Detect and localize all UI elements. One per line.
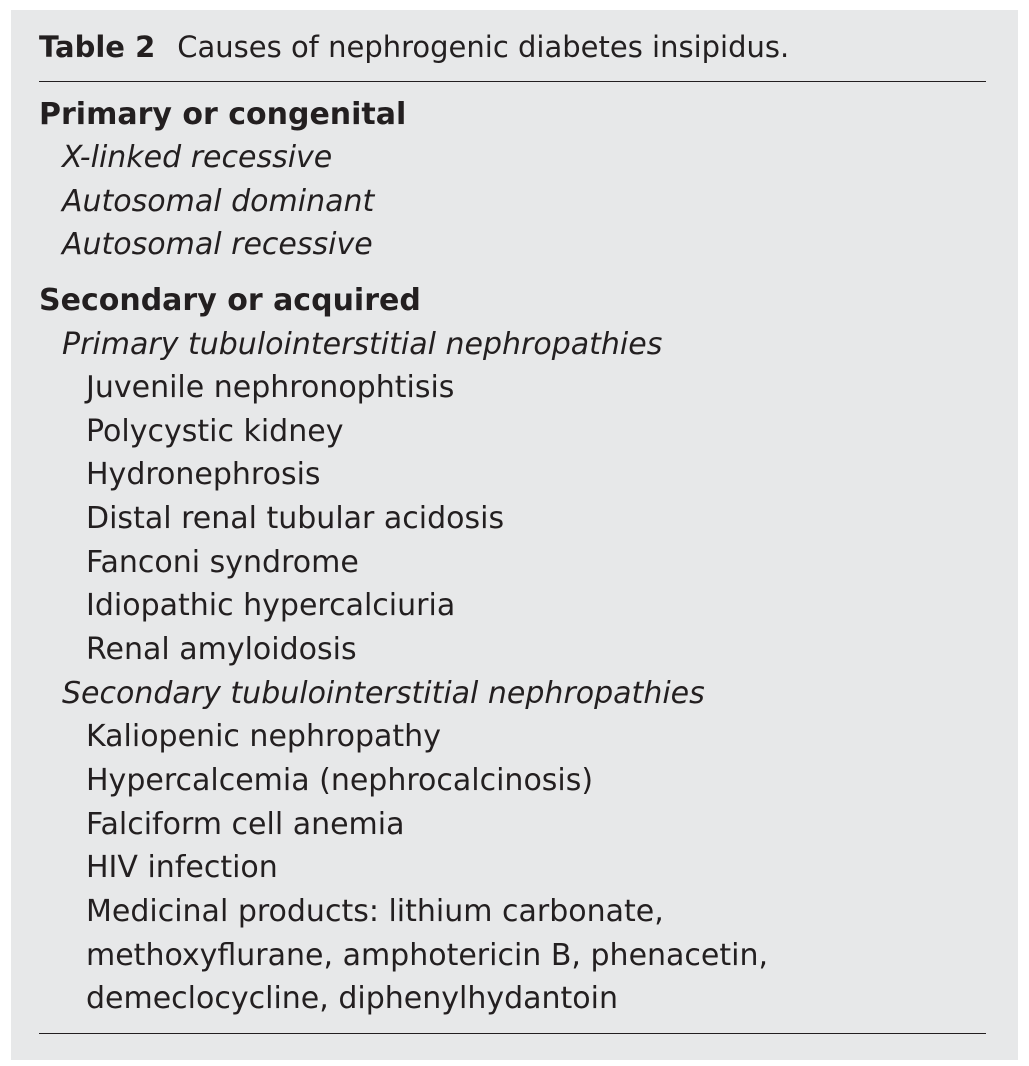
list-item: Autosomal dominant — [62, 184, 375, 219]
subheading-secondary-tubulointerstitial: Secondary tubulointerstitial nephropathies — [62, 676, 705, 711]
list-item: Polycystic kidney — [86, 414, 344, 449]
list-item: demeclocycline, diphenylhydantoin — [86, 981, 618, 1016]
list-item: Renal amyloidosis — [86, 632, 357, 667]
list-item: HIV infection — [86, 850, 278, 885]
list-item: Medicinal products: lithium carbonate, — [86, 894, 664, 929]
section-heading-primary: Primary or congenital — [39, 97, 407, 132]
list-item: Kaliopenic nephropathy — [86, 719, 441, 754]
list-item: Hypercalcemia (nephrocalcinosis) — [86, 763, 594, 798]
list-item: Falciform cell anemia — [86, 807, 405, 842]
table-caption-text: Causes of nephrogenic diabetes insipidus. — [177, 30, 790, 64]
table-panel — [11, 10, 1018, 1060]
section-heading-secondary: Secondary or acquired — [39, 283, 421, 318]
list-item: Idiopathic hypercalciuria — [86, 588, 456, 623]
list-item: X-linked recessive — [62, 140, 333, 175]
table-label: Table 2 — [39, 30, 156, 64]
list-item: Autosomal recessive — [62, 227, 373, 262]
list-item: Hydronephrosis — [86, 457, 321, 492]
top-rule — [39, 81, 986, 82]
list-item: Fanconi syndrome — [86, 545, 359, 580]
bottom-rule — [39, 1033, 986, 1034]
list-item: Juvenile nephronophtisis — [86, 370, 455, 405]
subheading-primary-tubulointerstitial: Primary tubulointerstitial nephropathies — [62, 327, 663, 362]
list-item: Distal renal tubular acidosis — [86, 501, 505, 536]
table-caption — [39, 29, 789, 65]
list-item: methoxyflurane, amphotericin B, phenacetin, — [86, 938, 769, 973]
